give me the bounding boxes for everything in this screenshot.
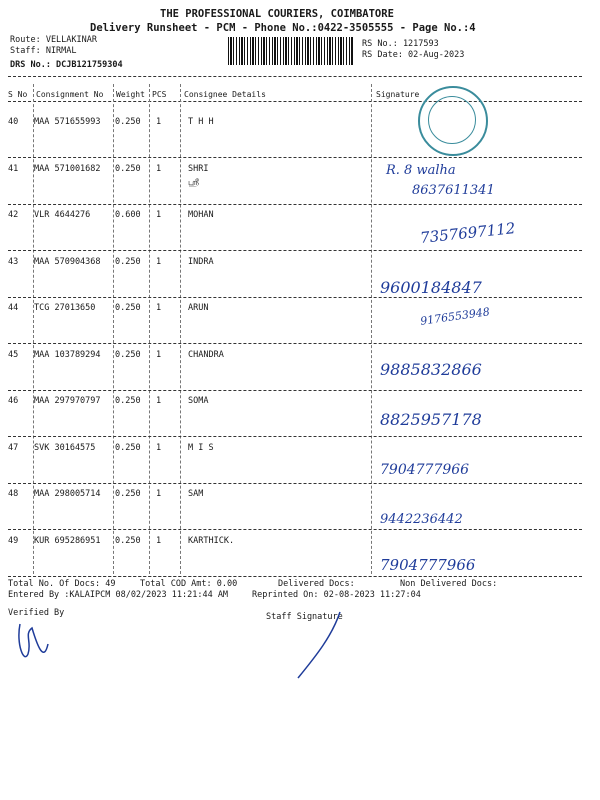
- row-sno: 46: [8, 396, 19, 406]
- row-divider: [8, 157, 582, 158]
- total-docs: Total No. Of Docs: 49: [8, 579, 116, 589]
- row-consignment-no: TCG 27013650: [34, 303, 96, 313]
- signature-48: 9442236442: [380, 512, 463, 527]
- row-pcs: 1: [156, 210, 162, 220]
- row-sno: 42: [8, 210, 19, 220]
- non-delivered-docs: Non Delivered Docs:: [400, 579, 498, 589]
- footer-divider: [8, 576, 582, 577]
- row-divider: [8, 436, 582, 437]
- row-weight: 0.250: [115, 117, 141, 127]
- row-consignee: M I S: [188, 442, 214, 453]
- row-consignment-no: MAA 571001682: [34, 163, 101, 174]
- row-sno: 48: [8, 489, 19, 499]
- row-consignment-no: MAA 298005714: [34, 489, 101, 499]
- row-consignee: MOHAN: [188, 210, 214, 220]
- row-weight: 0.250: [115, 349, 141, 360]
- row-pcs: 1: [156, 163, 162, 174]
- row-pcs: 1: [156, 396, 162, 406]
- signature-46: 8825957178: [380, 410, 482, 429]
- signature-47: 7904777966: [380, 462, 470, 478]
- staff-label: Staff: NIRMAL: [10, 46, 77, 56]
- row-consignee: SAM: [188, 489, 204, 499]
- verifier-signature-mark: [14, 614, 54, 674]
- signature-42: 7357697112: [419, 219, 517, 247]
- signature-43: 9600184847: [380, 278, 482, 297]
- row-sno: 45: [8, 349, 19, 360]
- row-consignment-no: SVK 30164575: [34, 442, 96, 453]
- row-divider: [8, 529, 582, 530]
- row-divider: [8, 204, 582, 205]
- row-weight: 0.250: [115, 535, 141, 546]
- staff-signature-mark: [286, 606, 356, 686]
- delivery-stamp: [418, 86, 488, 156]
- row-sno: 41: [8, 163, 19, 174]
- delivered-docs: Delivered Docs:: [278, 579, 355, 589]
- route-label: Route: VELLAKINAR: [10, 35, 97, 45]
- signature-41-phone: 8637611341: [412, 183, 495, 198]
- row-consignee: SOMA: [188, 396, 209, 406]
- row-divider: [8, 483, 582, 484]
- row-consignee: SHRI: [188, 163, 209, 174]
- row-pcs: 1: [156, 349, 162, 360]
- header-weight: Weight: [116, 90, 145, 99]
- row-consignee: KARTHICK.: [188, 535, 235, 546]
- rs-number: RS No.: 1217593: [362, 39, 439, 49]
- row-consignee-note: ஸ்ரீ: [188, 177, 200, 188]
- row-consignee: CHANDRA: [188, 349, 224, 360]
- header-consignment: Consignment No: [36, 90, 104, 99]
- barcode-image: [228, 37, 354, 65]
- row-sno: 44: [8, 303, 19, 313]
- row-pcs: 1: [156, 535, 162, 546]
- drs-number: DRS No.: DCJB121759304: [10, 60, 123, 70]
- signature-49: 7904777966: [380, 556, 476, 574]
- row-sno: 40: [8, 117, 19, 127]
- row-pcs: 1: [156, 256, 162, 267]
- row-weight: 0.600: [115, 210, 141, 220]
- row-divider: [8, 250, 582, 251]
- company-name: THE PROFESSIONAL COURIERS, COIMBATORE: [160, 8, 394, 20]
- signature-41-name: R. 8 walha: [386, 163, 456, 178]
- signature-45: 9885832866: [380, 360, 482, 379]
- row-consignment-no: MAA 103789294: [34, 349, 101, 360]
- row-weight: 0.250: [115, 442, 141, 453]
- row-pcs: 1: [156, 442, 162, 453]
- signature-44: 9176553948: [419, 305, 491, 328]
- row-consignment-no: KUR 695286951: [34, 535, 101, 546]
- row-weight: 0.250: [115, 256, 141, 267]
- verified-by: Verified By: [8, 608, 65, 618]
- row-divider: [8, 343, 582, 344]
- row-consignment-no: MAA 571655993: [34, 117, 101, 127]
- header-signature: Signature: [376, 90, 420, 99]
- entered-by: Entered By :KALAIPCM 08/02/2023 11:21:44 AM: [8, 590, 229, 600]
- header-pcs: PCS: [152, 90, 167, 99]
- staff-signature: Staff Signature: [266, 612, 343, 622]
- row-consignee: INDRA: [188, 256, 214, 267]
- row-consignee: ARUN: [188, 303, 209, 313]
- row-weight: 0.250: [115, 303, 141, 313]
- row-pcs: 1: [156, 489, 162, 499]
- column-header-divider: [8, 101, 582, 102]
- row-sno: 43: [8, 256, 19, 267]
- row-weight: 0.250: [115, 489, 141, 499]
- row-consignment-no: MAA 570904368: [34, 256, 101, 267]
- row-weight: 0.250: [115, 163, 141, 174]
- row-divider: [8, 390, 582, 391]
- header-consignee: Consignee Details: [184, 90, 266, 99]
- runsheet-subtitle: Delivery Runsheet - PCM - Phone No.:0422-3505555 - Page No.:4: [90, 22, 476, 34]
- row-consignment-no: MAA 297970797: [34, 396, 101, 406]
- rs-date: RS Date: 02-Aug-2023: [362, 50, 465, 60]
- reprinted-on: Reprinted On: 02-08-2023 11:27:04: [252, 590, 421, 600]
- total-cod: Total COD Amt: 0.00: [140, 579, 238, 589]
- row-weight: 0.250: [115, 396, 141, 406]
- row-sno: 47: [8, 442, 19, 453]
- row-consignment-no: VLR 4644276: [34, 210, 91, 220]
- row-consignee: T H H: [188, 117, 214, 127]
- row-sno: 49: [8, 535, 19, 546]
- row-divider: [8, 297, 582, 298]
- header-divider: [8, 76, 582, 77]
- row-pcs: 1: [156, 303, 162, 313]
- row-pcs: 1: [156, 117, 162, 127]
- header-sno: S No: [8, 90, 28, 99]
